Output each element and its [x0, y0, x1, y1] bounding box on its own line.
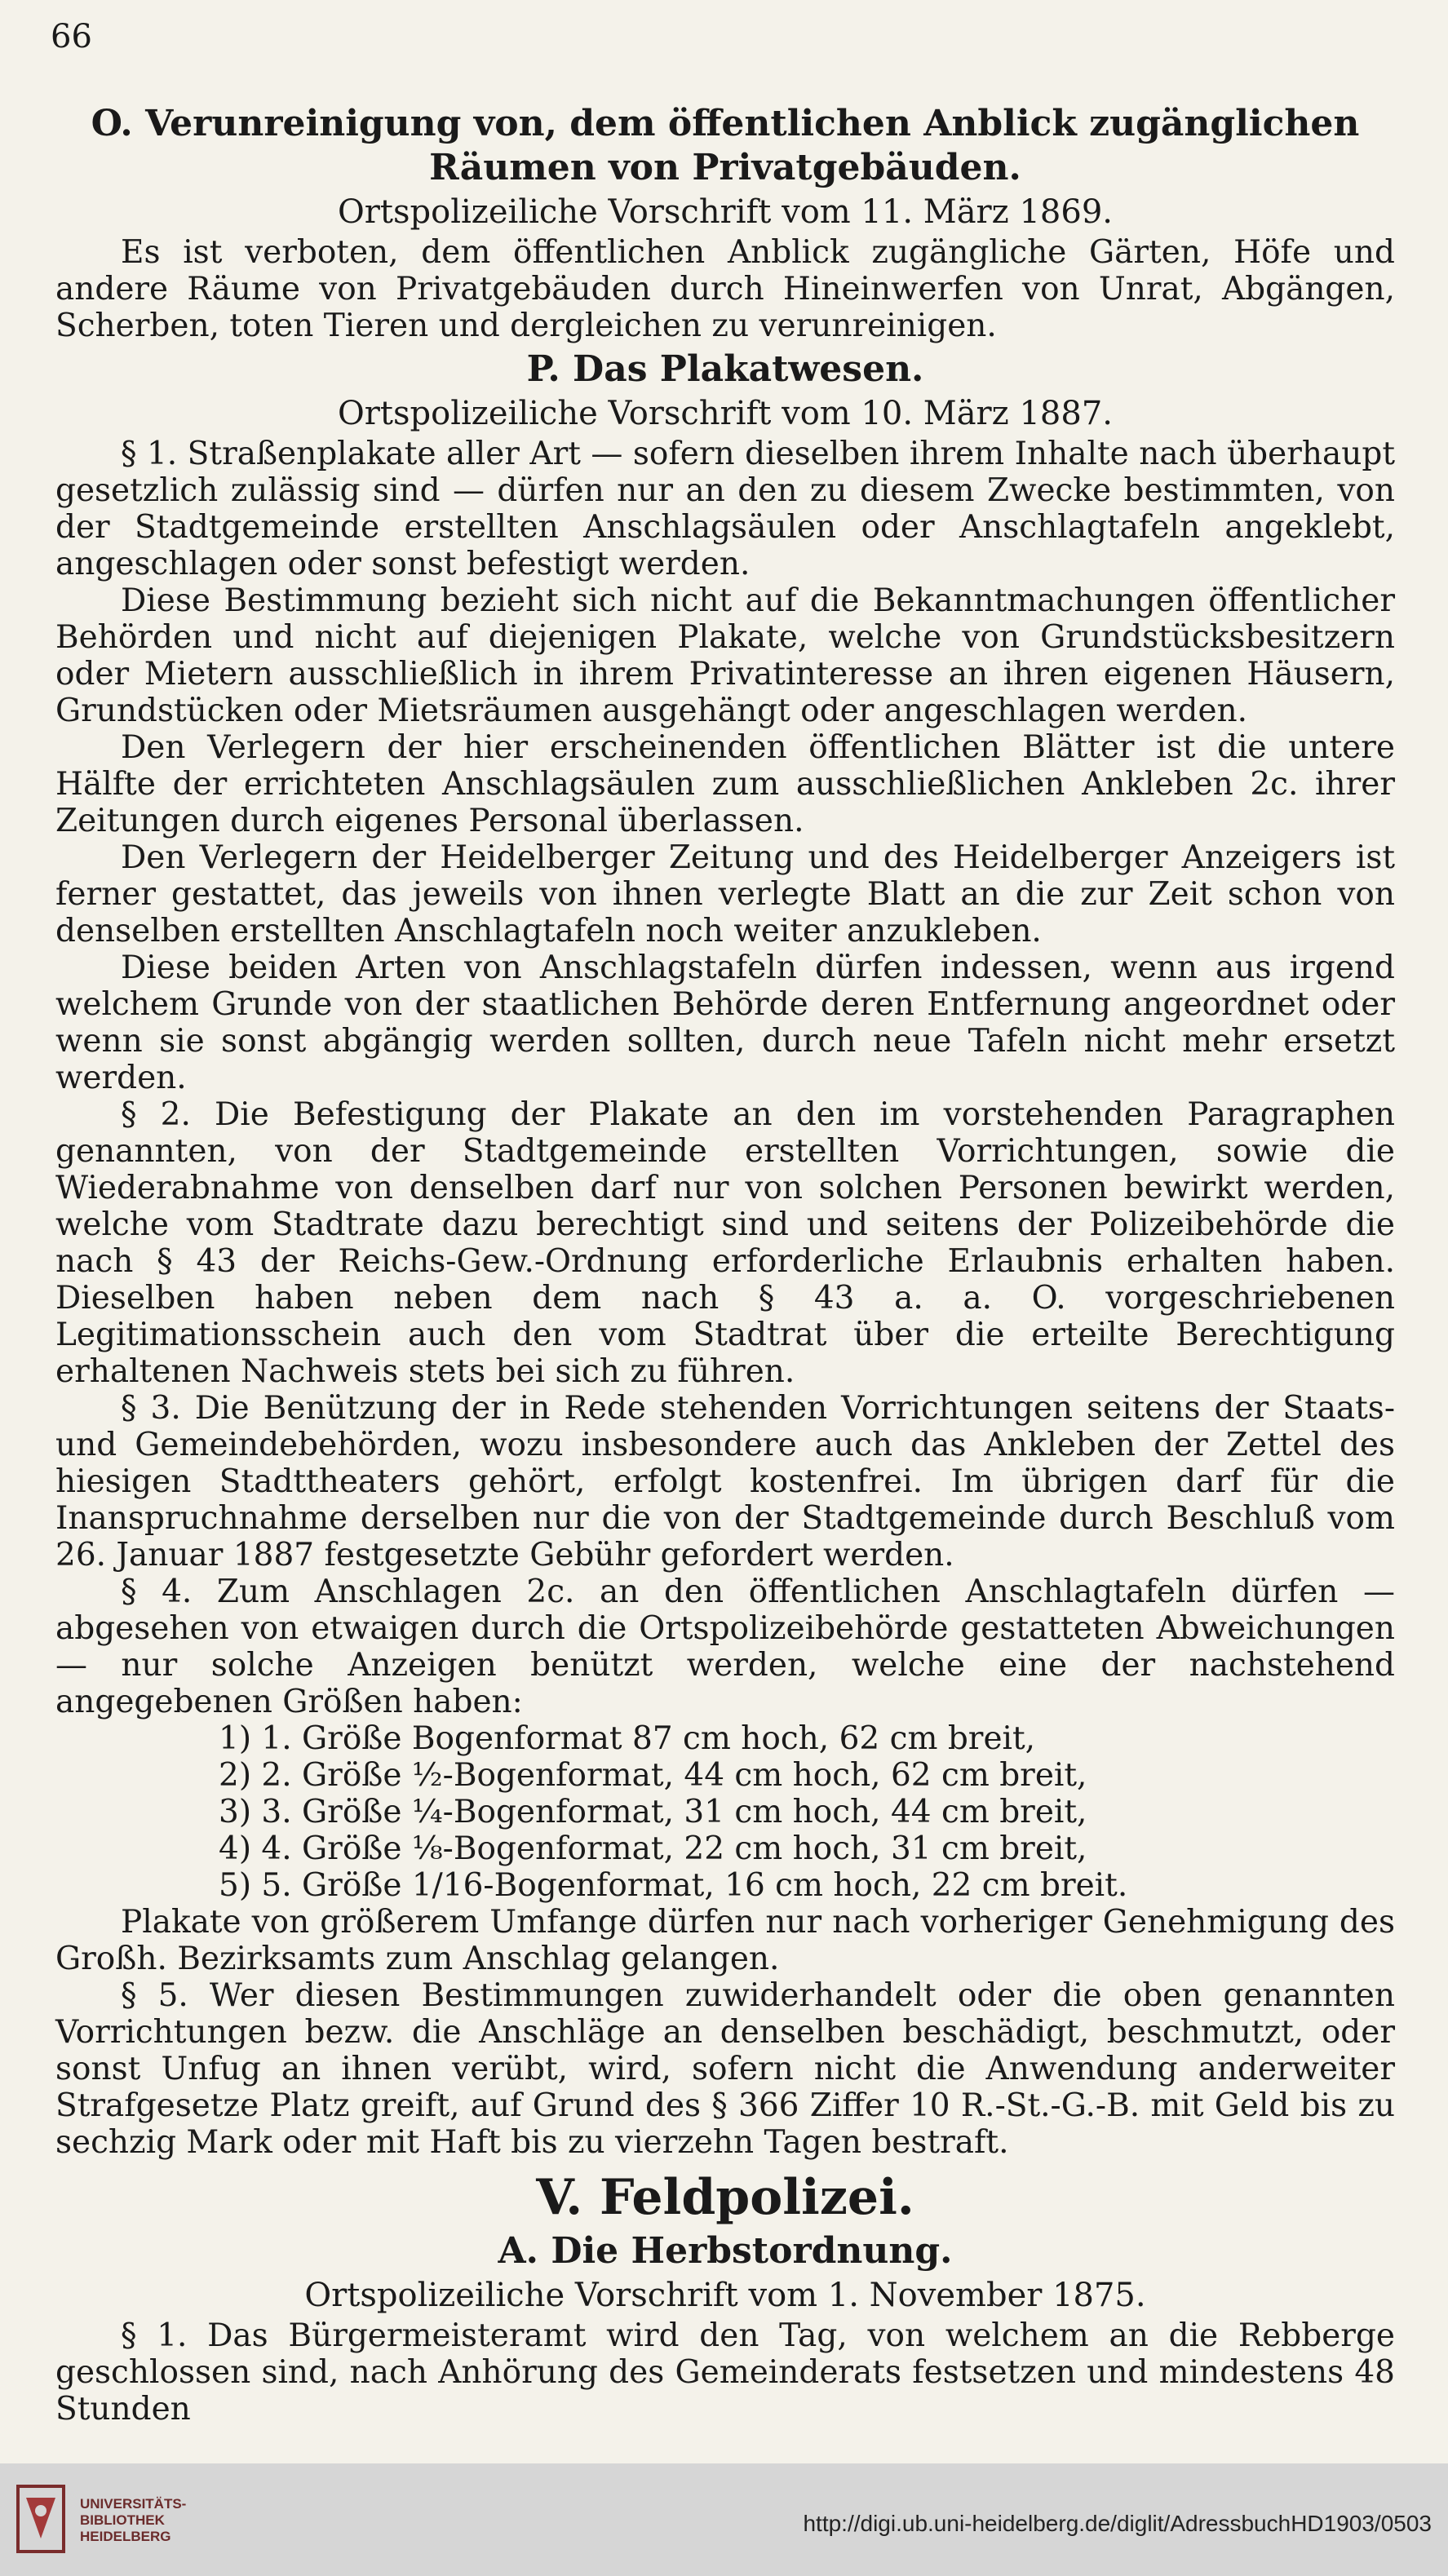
section-o-title-line1: Verunreinigung von, dem öffentlichen Anblick zugänglichen [145, 103, 1360, 144]
section-p-paragraph: Den Verlegern der Heidelberger Zeitung und des Heidelberger Anzeigers ist ferner gestattet, das jeweils von ihnen verlegte Blatt an die zur Zeit schon von denselben erstellten Anschlagtafeln noch weiter anzukleben. [55, 839, 1395, 949]
page-number: 66 [51, 18, 92, 55]
list-item: 4) 4. Größe ⅛-Bogenformat, 22 cm hoch, 31 cm breit, [219, 1830, 1087, 1867]
section-p-paragraph: Diese Bestimmung bezieht sich nicht auf die Bekanntmachungen öffentlicher Behörden und nicht auf diejenigen Plakate, welche von Grundstücksbesitzern oder Mietern ausschließlich in ihrem Privatinteresse an ihren eigenen Häusern, Grundstücken oder Mietsräumen ausgehängt oder angeschlagen werden. [55, 582, 1395, 729]
source-url-link[interactable]: http://digi.ub.uni-heidelberg.de/diglit/AdressbuchHD1903/0503 [803, 2511, 1432, 2536]
logo-line: HEIDELBERG [80, 2529, 171, 2544]
section-o-subtitle: Ortspolizeiliche Vorschrift vom 11. März 1869. [338, 193, 1113, 231]
library-logo-text [80, 2496, 186, 2545]
list-item: 5) 5. Größe 1/16-Bogenformat, 16 cm hoch, 22 cm breit. [219, 1867, 1128, 1904]
section-p-paragraph: § 2. Die Befestigung der Plakate an den im vorstehenden Paragraphen genannten, von der Stadtgemeinde erstellten Vorrichtungen, sowie die Wiederabnahme von denselben darf nur von solchen Personen bewirkt werden, welche vom Stadtrate dazu berechtigt sind und seitens der Polizeibehörde die nach § 43 der Reichs-Gew.-Ordnung erforderliche Erlaubnis erhalten haben. Dieselben haben neben dem nach § 43 a. a. O. vorgeschriebenen Legitimationsschein auch den vom Stadtrat über die erteilte Berechtigung erhaltenen Nachweis stets bei sich zu führen. [55, 1096, 1395, 1390]
section-p-letter: P. [526, 348, 560, 390]
section-p-subtitle: Ortspolizeiliche Vorschrift vom 10. März 1887. [338, 395, 1113, 432]
section-p-paragraph: Plakate von größerem Umfange dürfen nur nach vorheriger Genehmigung des Großh. Bezirksamts zum Anschlag gelangen. [55, 1904, 1395, 1977]
chapter-heading [55, 2166, 1395, 2229]
section-p-paragraph: Den Verlegern der hier erscheinenden öffentlichen Blätter ist die untere Hälfte der errichteten Anschlagsäulen zum ausschließlichen Ankleben 2c. ihrer Zeitungen durch eigenes Personal überlassen. [55, 729, 1395, 839]
section-a-letter: A. [498, 2230, 538, 2272]
logo-line: UNIVERSITÄTS- [80, 2496, 187, 2512]
section-p-heading [55, 347, 1395, 392]
section-a-heading [55, 2229, 1395, 2273]
list-item: 2) 2. Größe ½-Bogenformat, 44 cm hoch, 62 cm breit, [219, 1757, 1087, 1794]
poster-size-list [55, 1720, 1395, 1904]
section-o-heading [55, 102, 1395, 146]
list-item: 3) 3. Größe ¼-Bogenformat, 31 cm hoch, 44 cm breit, [219, 1794, 1087, 1830]
chapter-numeral: V. [536, 2169, 583, 2226]
section-p-paragraph: § 3. Die Benützung der in Rede stehenden Vorrichtungen seitens der Staats- und Gemeindebehörden, wozu insbesondere auch das Ankleben der Zettel des hiesigen Stadttheaters gehört, erfolgt kostenfrei. Im übrigen darf für die Inanspruchnahme derselben nur die von der Stadtgemeinde durch Beschluß vom 26. Januar 1887 festgesetzte Gebühr gefordert werden. [55, 1390, 1395, 1573]
page-content [55, 102, 1395, 2428]
university-logo-icon [15, 2481, 67, 2556]
logo-line: BIBLIOTHEK [80, 2512, 165, 2528]
section-a-paragraph: § 1. Das Bürgermeisteramt wird den Tag, von welchem an die Rebberge geschlossen sind, nach Anhörung des Gemeinderats festsetzen und mindestens 48 Stunden [55, 2317, 1395, 2428]
footer-bar [0, 2463, 1448, 2576]
section-p-paragraph: § 5. Wer diesen Bestimmungen zuwiderhandelt oder die oben genannten Vorrichtungen bezw. die Anschläge an denselben beschädigt, beschmutzt, oder sonst Unfug an ihnen verübt, wird, sofern nicht die Anwendung anderweiter Strafgesetze Platz greift, auf Grund des § 366 Ziffer 10 R.-St.-G.-B. mit Geld bis zu sechzig Mark oder mit Haft bis zu vierzehn Tagen bestraft. [55, 1977, 1395, 2161]
section-a-title: Die Herbstordnung. [551, 2230, 953, 2272]
section-p-paragraph: Diese beiden Arten von Anschlagstafeln dürfen indessen, wenn aus irgend welchem Grunde von der staatlichen Behörde deren Entfernung angeordnet oder wenn sie sonst abgängig werden sollten, durch neue Tafeln nicht mehr ersetzt werden. [55, 949, 1395, 1096]
section-p-paragraph: § 1. Straßenplakate aller Art — sofern dieselben ihrem Inhalte nach überhaupt gesetzlich zulässig sind — dürfen nur an den zu diesem Zwecke bestimmten, von der Stadtgemeinde erstellten Anschlagsäulen oder Anschlagtafeln angeklebt, angeschlagen oder sonst befestigt werden. [55, 436, 1395, 582]
section-p-paragraph: § 4. Zum Anschlagen 2c. an den öffentlichen Anschlagtafeln dürfen — abgesehen von etwaigen durch die Ortspolizeibehörde gestatteten Abweichungen — nur solche Anzeigen benützt werden, welche eine der nachstehend angegebenen Größen haben: [55, 1573, 1395, 1720]
section-o-title-line2: Räumen von Privatgebäuden. [429, 147, 1021, 188]
section-p-title: Das Plakatwesen. [573, 348, 924, 390]
section-a-subtitle: Ortspolizeiliche Vorschrift vom 1. November 1875. [304, 2277, 1146, 2314]
section-o-paragraph: Es ist verboten, dem öffentlichen Anblick zugängliche Gärten, Höfe und andere Räume von Privatgebäuden durch Hineinwerfen von Unrat, Abgängen, Scherben, toten Tieren und dergleichen zu verunreinigen. [55, 234, 1395, 344]
section-o-letter: O. [91, 103, 133, 144]
list-item: 1) 1. Größe Bogenformat 87 cm hoch, 62 cm breit, [219, 1720, 1036, 1757]
chapter-title: Feldpolizei. [600, 2169, 914, 2226]
